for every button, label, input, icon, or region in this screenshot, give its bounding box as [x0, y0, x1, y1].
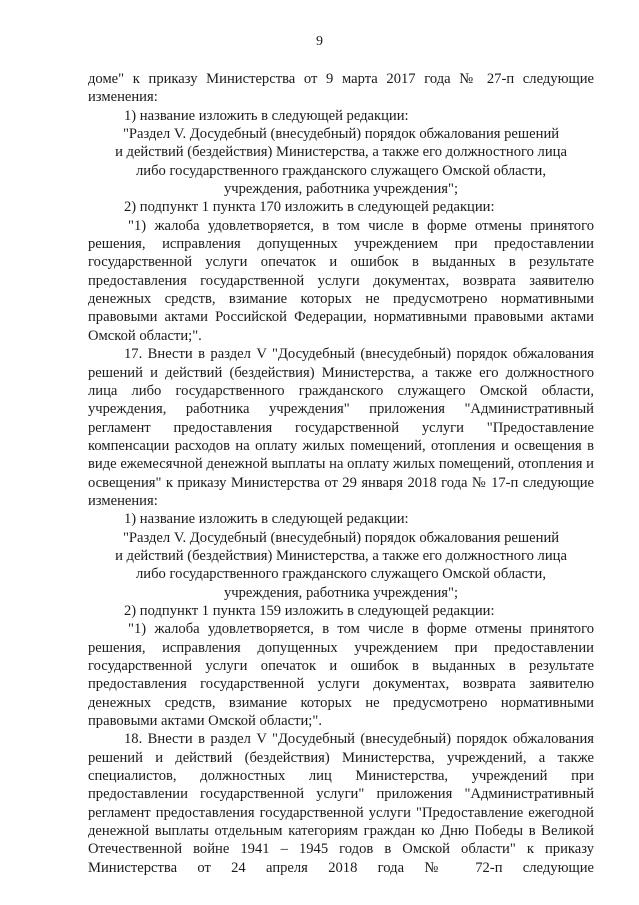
section-title-line-1: "Раздел V. Досудебный (внесудебный) порядок обжалования решений	[122, 126, 560, 143]
paragraph-continuation: доме" к приказу Министерства от 9 марта 2017 года № 27-п следующие изменения:	[88, 71, 594, 106]
item-2-subclause-159: 2) подпункт 1 пункта 159 изложить в следующей редакции:	[124, 602, 495, 619]
section-title-2-line-1: "Раздел V. Досудебный (внесудебный) порядок обжалования решений	[122, 529, 560, 546]
paragraph-18: 18. Внести в раздел V "Досудебный (внесудебный) порядок обжалования решений и действий (бездействия) Министерства, учреждений, а также специалистов, должностных лиц Министерства, учреждений при предоставлении государственной услуги" приложения "Административный регламент предоставления государственной услуги "Предоставление ежегодной денежной выплаты отдельным категориям граждан ко Дню Победы в Великой Отечественной войне 1941 – 1945 годов в Омской области" к приказу Министерства от 24 апреля 2018 года № 72-п следующие	[88, 731, 594, 876]
page-number: 9	[316, 34, 323, 49]
section-title-line-3: либо государственного гражданского служащего Омской области,	[136, 162, 546, 179]
section-title-2-line-4: учреждения, работника учреждения";	[223, 584, 459, 601]
item-1-title-change: 1) название изложить в следующей редакции:	[124, 107, 409, 124]
document-body	[88, 70, 594, 877]
section-title-2-line-3: либо государственного гражданского служащего Омской области,	[136, 566, 546, 583]
paragraph-17: 17. Внести в раздел V "Досудебный (внесудебный) порядок обжалования решений и действий (бездействия) Министерства, а также его должностного лица либо государственного гражданского служащего Омской области, учреждения, работника учреждения" приложения "Административный регламент предоставления государственной услуги "Предоставление компенсации расходов на оплату жилых помещений, отопления и освещения в виде ежемесячной денежной выплаты на оплату жилых помещений, отопления и освещения" к приказу Министерства от 29 января 2018 года № 17-п следующие изменения:	[88, 346, 594, 509]
complaint-clause-text-2: "1) жалоба удовлетворяется, в том числе в форме отмены принятого решения, исправления допущенных учреждением при предоставлении государственной услуги опечаток и ошибок в выданных в результате предоставления государственной услуги документах, возврата заявителю денежных средств, взимание которых не предусмотрено нормативными правовыми актами Омской области;".	[88, 621, 594, 730]
section-title-2-line-2: и действий (бездействия) Министерства, а также его должностного лица	[115, 547, 567, 564]
item-1-title-change-2: 1) название изложить в следующей редакции:	[124, 511, 409, 528]
item-2-subclause-170: 2) подпункт 1 пункта 170 изложить в следующей редакции:	[124, 199, 495, 216]
complaint-clause-text: "1) жалоба удовлетворяется, в том числе в форме отмены принятого решения, исправления допущенных учреждением при предоставлении государственной услуги опечаток и ошибок в выданных в результате предоставления государственной услуги документах, возврата заявителю денежных средств, взимание которых не предусмотрено нормативными правовыми актами Российской Федерации, нормативными правовыми актами Омской области;".	[88, 217, 594, 344]
section-title-line-2: и действий (бездействия) Министерства, а также его должностного лица	[115, 144, 567, 161]
section-title-line-4: учреждения, работника учреждения";	[223, 181, 459, 198]
